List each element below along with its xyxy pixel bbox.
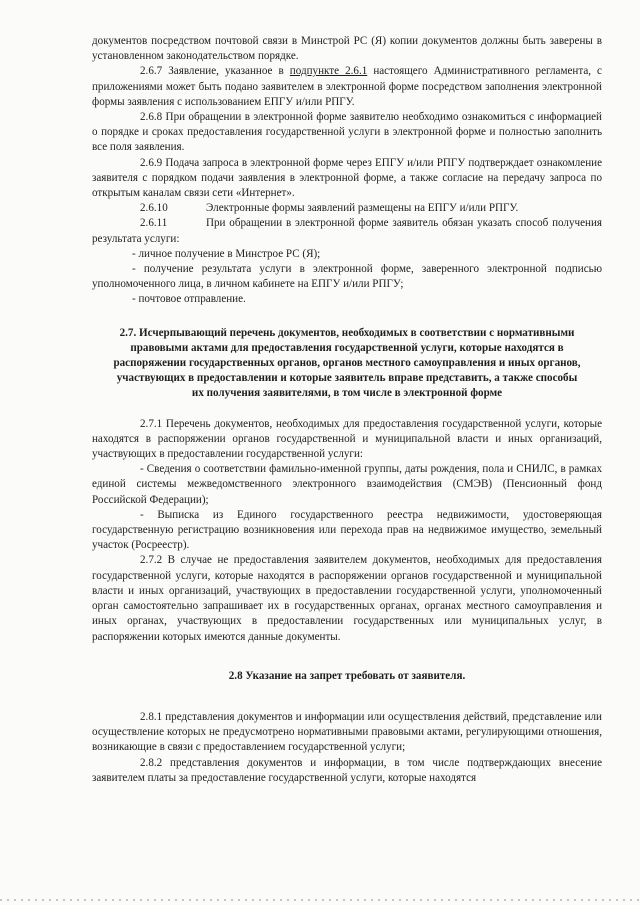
paragraph-2-7-1-item-1: - Сведения о соответствии фамильно-именной группы, даты рождения, пола и СНИЛС, в рамках единой системы межведомственного электронного взаимодействия (СМЭВ) (Пенсионный фонд Российской Федерации);	[92, 463, 602, 506]
list-item-electronic-receipt: - получение результата услуги в электронной форме, заверенного электронной подписью уполномоченного лица, в личном кабинете на ЕПГУ и/или РПГУ;	[92, 263, 602, 291]
subparagraph-2-6-1-link[interactable]: подпункте 2.6.1	[289, 65, 368, 78]
paragraph-2-8-2: 2.8.2 представления документов и информации, в том числе подтверждающих внесение заявителем платы за предоставление государственной услуги, которые находятся	[92, 756, 602, 784]
paragraph-2-6-10	[92, 201, 602, 216]
paragraph-2-6-10-text: Электронные формы заявлений размещены на ЕПГУ и/или РПГУ.	[206, 202, 519, 215]
list-item-personal-receipt: - личное получение в Минстрое РС (Я);	[132, 247, 321, 260]
paragraph-2-6-11-text: При обращении в электронной форме заявитель обязан указать способ получения результата услуги:	[92, 217, 602, 245]
paragraph-2-6-7-end: настоящего Административного регламента, с приложениями может быть подано заявителем в электронной форме посредством заполнения электронной формы заявления с использованием ЕПГУ и/или РПГУ.	[92, 65, 602, 108]
scan-edge-dots	[0, 899, 640, 901]
paragraph-2-6-10-number: 2.6.10	[140, 202, 168, 215]
paragraph-continuation: документов посредством почтовой связи в Минстрой РС (Я) копии документов должны быть заверены в установленном законодательством порядке.	[92, 35, 602, 63]
paragraph-2-6-11	[92, 216, 602, 246]
paragraph-2-7-1-item-2: - Выписка из Единого государственного реестра недвижимости, удостоверяющая государственную регистрацию возникновения или перехода прав на недвижимое имущество, земельный участок (Росреестр).	[92, 508, 602, 552]
paragraph-2-7-1: 2.7.1 Перечень документов, необходимых для предоставления государственной услуги, которые находятся в распоряжении органов государственной и муниципальной власти и иных организаций, участвующих в предоставлении государственной услуги:	[92, 417, 602, 461]
paragraph-2-6-7	[92, 64, 602, 110]
paragraph-2-6-7-start: 2.6.7 Заявление, указанное в	[140, 65, 290, 78]
list-item-postal: - почтовое отправление.	[132, 293, 246, 306]
paragraph-2-7-2: 2.7.2 В случае не предоставления заявителем документов, необходимых для предоставления государственной услуги, которые находятся в распоряжении органов государственной и муниципальной власти и иных организаций, участвующих в предоставлении государственной услуги, уполномоченный орган самостоятельно запрашивает их в государственных органах, органах местного самоуправления и иных органах, участвующих в предоставлении государственных или муниципальных услуг, в распоряжении которых имеются данные документы.	[92, 554, 602, 643]
paragraph-2-8-1: 2.8.1 представления документов и информации или осуществления действий, представление или осуществление которых не предусмотрено нормативными правовыми актами, регулирующими отношения, возникающие в связи с предоставлением государственной услуги;	[92, 710, 602, 754]
section-heading-2-8: 2.8 Указание на запрет требовать от заявителя.	[228, 669, 466, 682]
paragraph-2-6-8: 2.6.8 При обращении в электронной форме заявителю необходимо ознакомиться с информацией о порядке и сроках предоставления государственной услуги в электронной форме и полностью заполнить все поля заявления.	[92, 111, 602, 154]
paragraph-2-6-9: 2.6.9 Подача запроса в электронной форме через ЕПГУ и/или РПГУ подтверждает ознакомление заявителя с порядком подачи заявления в электронной форме, а также согласие на передачу запроса по открытым каналам связи сети «Интернет».	[92, 156, 602, 200]
section-heading-2-7: 2.7. Исчерпывающий перечень документов, необходимых в соответствии с нормативными правовыми актами для предоставления государственной услуги, которые находятся в распоряжении государственных органов, органов местного самоуправления и иных органов, участвующих в предоставлении и которые заявитель вправе представить, а также способы их получения заявителями, в том числе в электронной форме	[113, 326, 581, 399]
paragraph-2-6-11-number: 2.6.11	[140, 217, 168, 230]
